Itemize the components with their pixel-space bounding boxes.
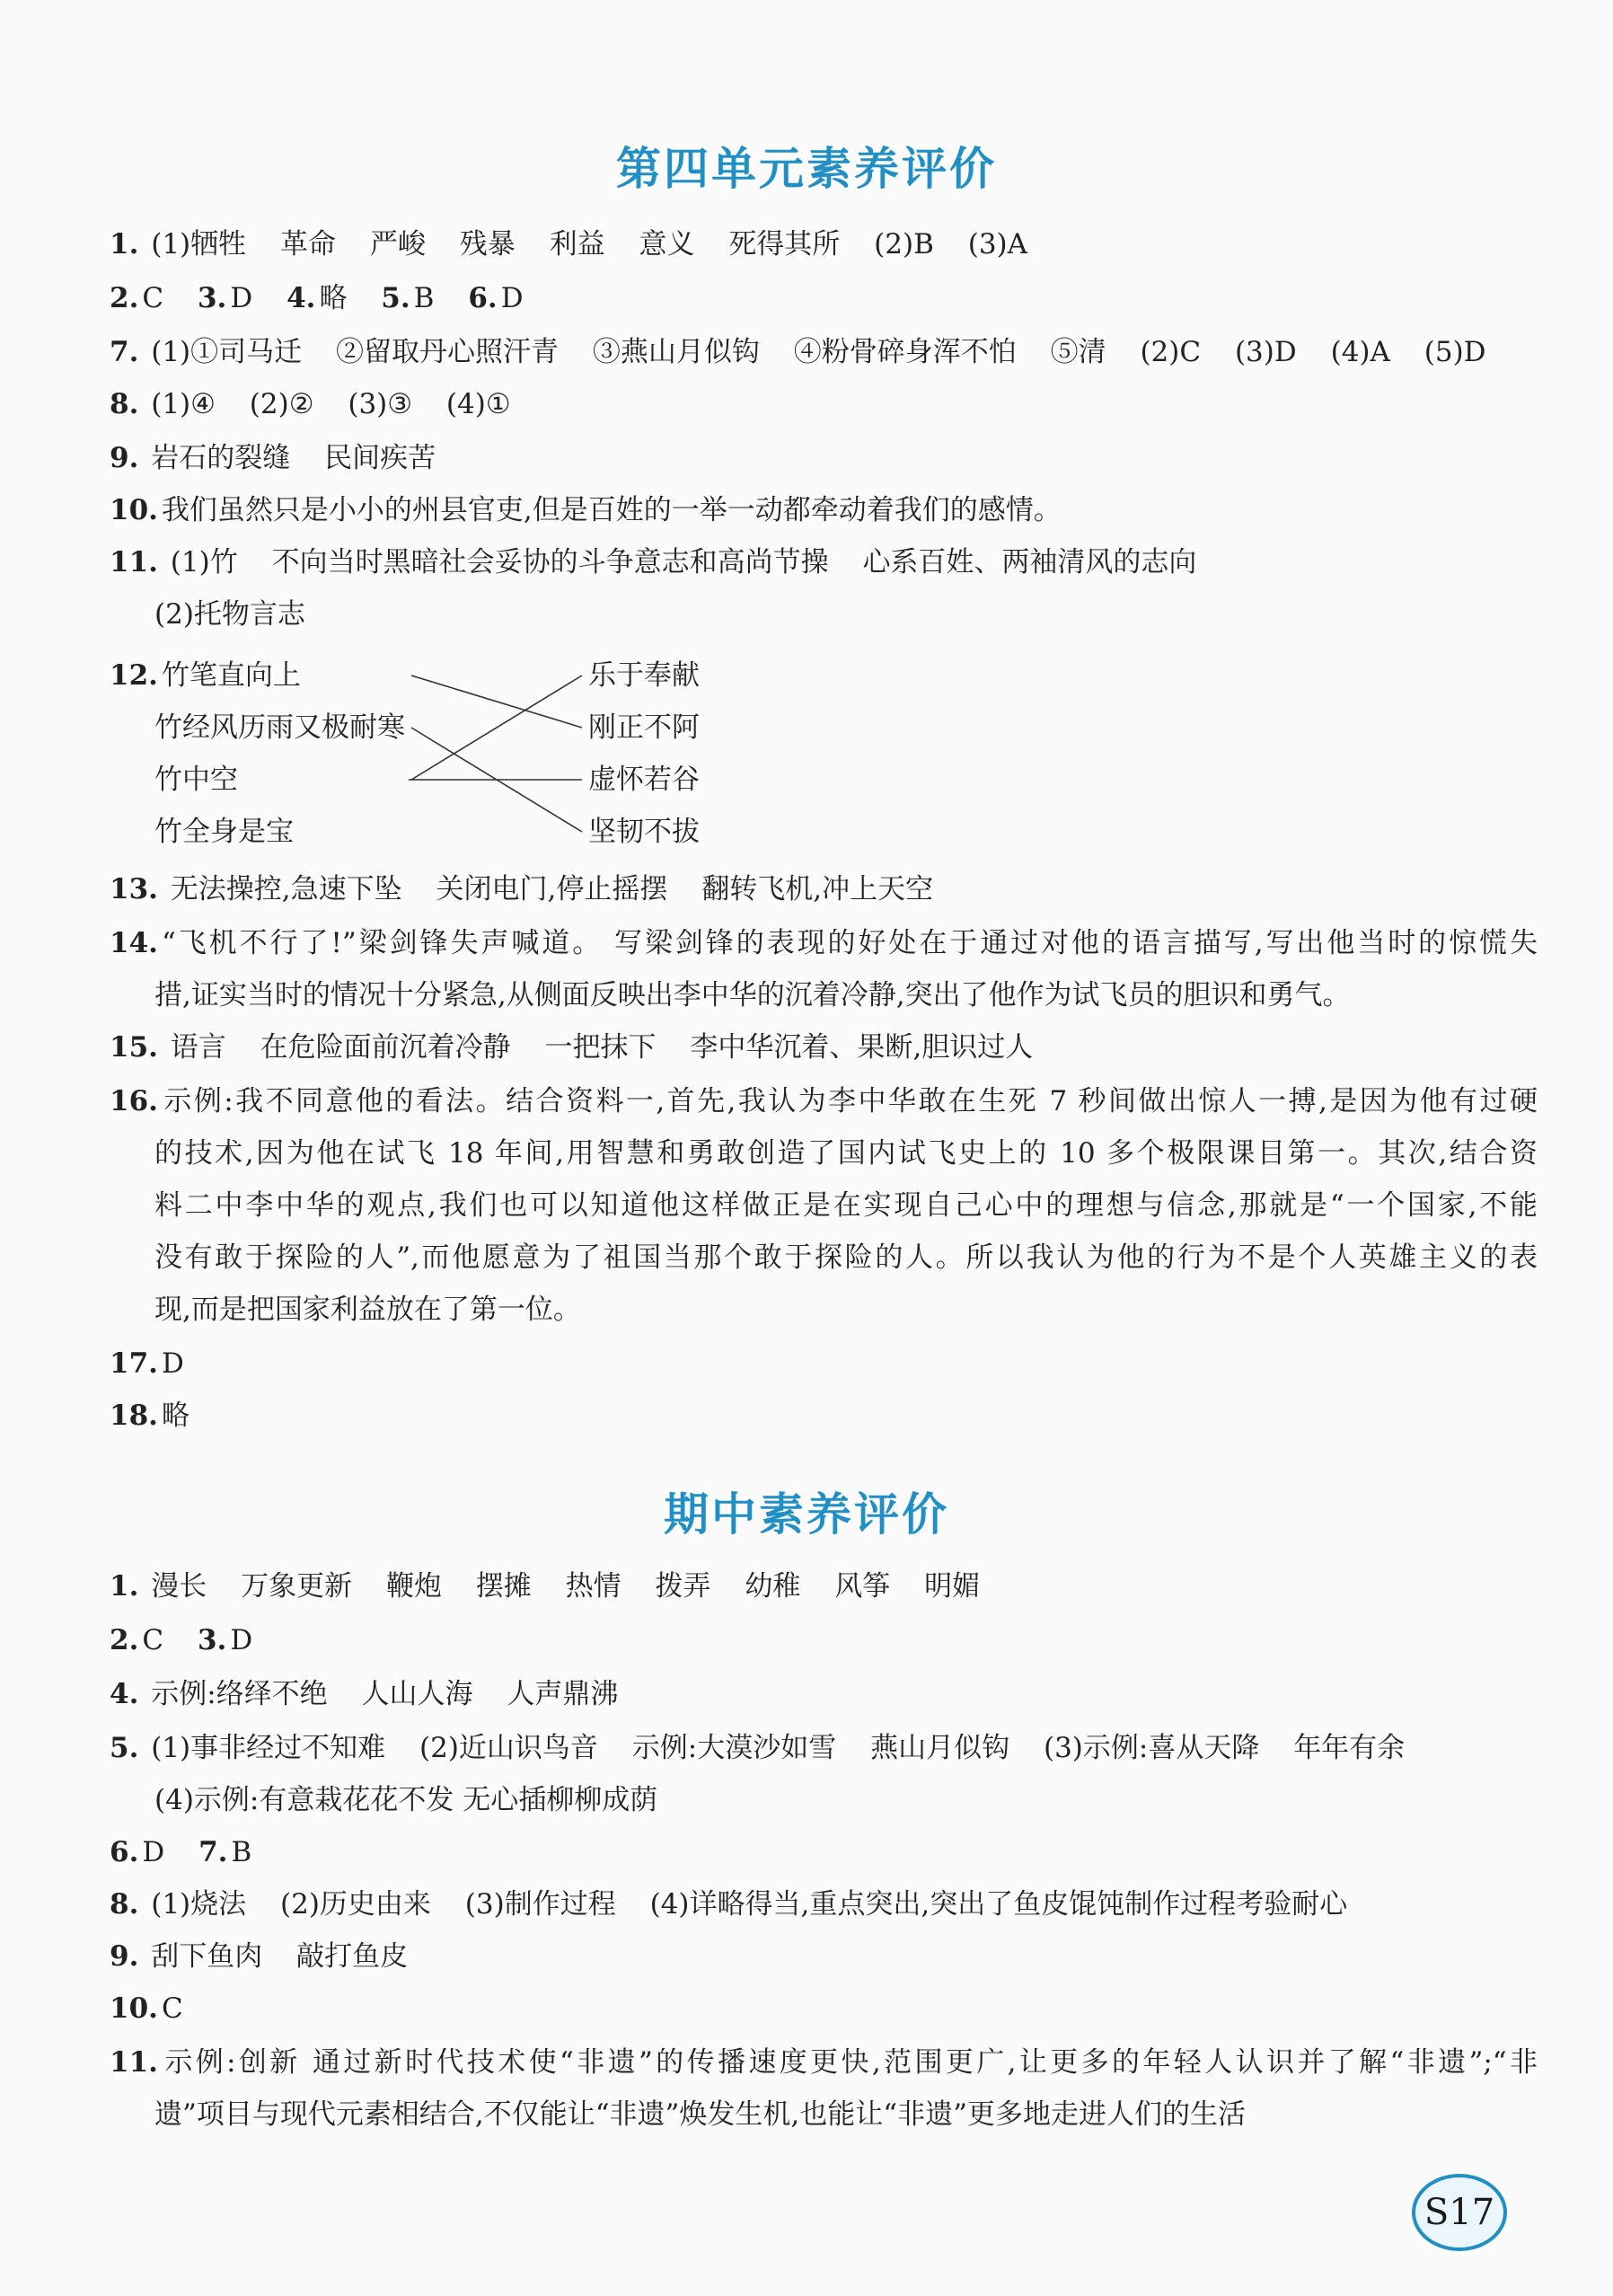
s1-item-12-right-1: 乐于奉献 (588, 659, 700, 692)
s1-item-16-line-1: 16. 示例:我不同意他的看法。结合资料一,首先,我认为李中华敢在生死 7 秒间做出惊人一搏,是因为他有过硬 (110, 1085, 1538, 1117)
s1-item-12-left-1: 12. 竹笔直向上 (110, 659, 301, 692)
s2-item-1: 1. 漫长 万象更新 鞭炮 摆摊 热情 拨弄 幼稚 风筝 明媚 (110, 1570, 981, 1603)
s2-item-9: 9. 刮下鱼肉 敲打鱼皮 (110, 1940, 409, 1973)
s1-item-12-left-4: 竹全身是宝 (154, 816, 294, 848)
s1-item-16-line-3: 料二中李中华的观点,我们也可以知道他这样做正是在实现自己心中的理想与信念,那就是“一个国家,不能 (154, 1189, 1538, 1222)
s1-item-15: 15. 语言 在危险面前沉着冷静 一把抹下 李中华沉着、果断,胆识过人 (110, 1031, 1034, 1064)
s1-item-12-left-2: 竹经风历雨又极耐寒 (154, 711, 405, 744)
s2-item-4: 4. 示例:络绎不绝 人山人海 人声鼎沸 (110, 1678, 619, 1710)
s2-item-10: 10. C (110, 1992, 183, 2025)
s2-item-11-line-2: 遗”项目与现代元素相结合,不仅能让“非遗”焕发生机,也能让“非遗”更多地走进人们的生活 (154, 2098, 1246, 2131)
section-title-unit4: 第四单元素养评价 (616, 143, 997, 195)
s2-item-5-cont: (4)示例:有意栽花花不发 无心插柳柳成荫 (154, 1784, 658, 1816)
s1-item-16-line-4: 没有敢于探险的人”,而他愿意为了祖国当那个敢于探险的人。所以我认为他的行为不是个人英雄主义的表 (154, 1241, 1538, 1274)
s2-item-11-line-1: 11. 示例:创新 通过新时代技术使“非遗”的传播速度更快,范围更广,让更多的年轻人认识并了解“非遗”;“非 (110, 2046, 1538, 2079)
s1-item-9: 9. 岩石的裂缝 民间疾苦 (110, 442, 436, 474)
s1-item-16-line-5: 现,而是把国家利益放在了第一位。 (154, 1294, 581, 1326)
s1-item-12-right-4: 坚韧不拔 (588, 816, 700, 848)
s1-item-11-cont: (2)托物言志 (154, 598, 305, 631)
s1-item-10: 10. 我们虽然只是小小的州县官吏,但是百姓的一举一动都牵动着我们的感情。 (110, 494, 1062, 526)
s1-item-17: 17. D (110, 1347, 184, 1380)
s1-item-8: 8. (1)④ (2)② (3)③ (4)① (110, 388, 511, 420)
s1-item-7: 7. (1)①司马迁 ②留取丹心照汗青 ③燕山月似钩 ④粉骨碎身浑不怕 ⑤清 (2)C (3)D (4)A (5)D (110, 336, 1486, 368)
match-line-1 (411, 676, 582, 728)
s1-item-14-line-1: 14. “飞机不行了!”梁剑锋失声喊道。 写梁剑锋的表现的好处在于通过对他的语言描写,写出他当时的惊慌失 (110, 927, 1538, 959)
s1-item-11: 11. (1)竹 不向当时黑暗社会妥协的斗争意志和高尚节操 心系百姓、两袖清风的志向 (110, 546, 1197, 578)
s2-item-6-7: 6. D 7. B (110, 1836, 252, 1868)
s1-item-14-line-2: 措,证实当时的情况十分紧急,从侧面反映出李中华的沉着冷静,突出了他作为试飞员的胆识和勇气。 (154, 979, 1351, 1011)
s1-item-18: 18. 略 (110, 1400, 190, 1432)
s1-item-12-right-2: 刚正不阿 (588, 711, 700, 744)
s2-item-2-3: 2. C 3. D (110, 1624, 253, 1656)
s1-item-2-6: 2. C 3. D 4. 略 5. B 6. D (110, 282, 524, 314)
s1-item-12-right-3: 虚怀若谷 (588, 764, 700, 796)
s1-item-13: 13. 无法操控,急速下坠 关闭电门,停止摇摆 翻转飞机,冲上天空 (110, 873, 934, 905)
s1-item-16-line-2: 的技术,因为他在试飞 18 年间,用智慧和勇敢创造了国内试飞史上的 10 多个极限课目第一。其次,结合资 (154, 1137, 1538, 1170)
s1-item-1: 1. (1)牺牲 革命 严峻 残暴 利益 意义 死得其所 (2)B (3)A (110, 228, 1028, 261)
s2-item-8: 8. (1)烧法 (2)历史由来 (3)制作过程 (4)详略得当,重点突出,突出了鱼皮馄饨制作过程考验耐心 (110, 1888, 1348, 1921)
match-line-2 (411, 676, 582, 780)
s2-item-5: 5. (1)事非经过不知难 (2)近山识鸟音 示例:大漠沙如雪 燕山月似钩 (3)示例:喜从天降 年年有余 (110, 1732, 1406, 1764)
s1-item-12-left-3: 竹中空 (154, 764, 238, 796)
section-title-midterm: 期中素养评价 (664, 1488, 949, 1541)
page-number-badge: S17 (1412, 2174, 1507, 2251)
